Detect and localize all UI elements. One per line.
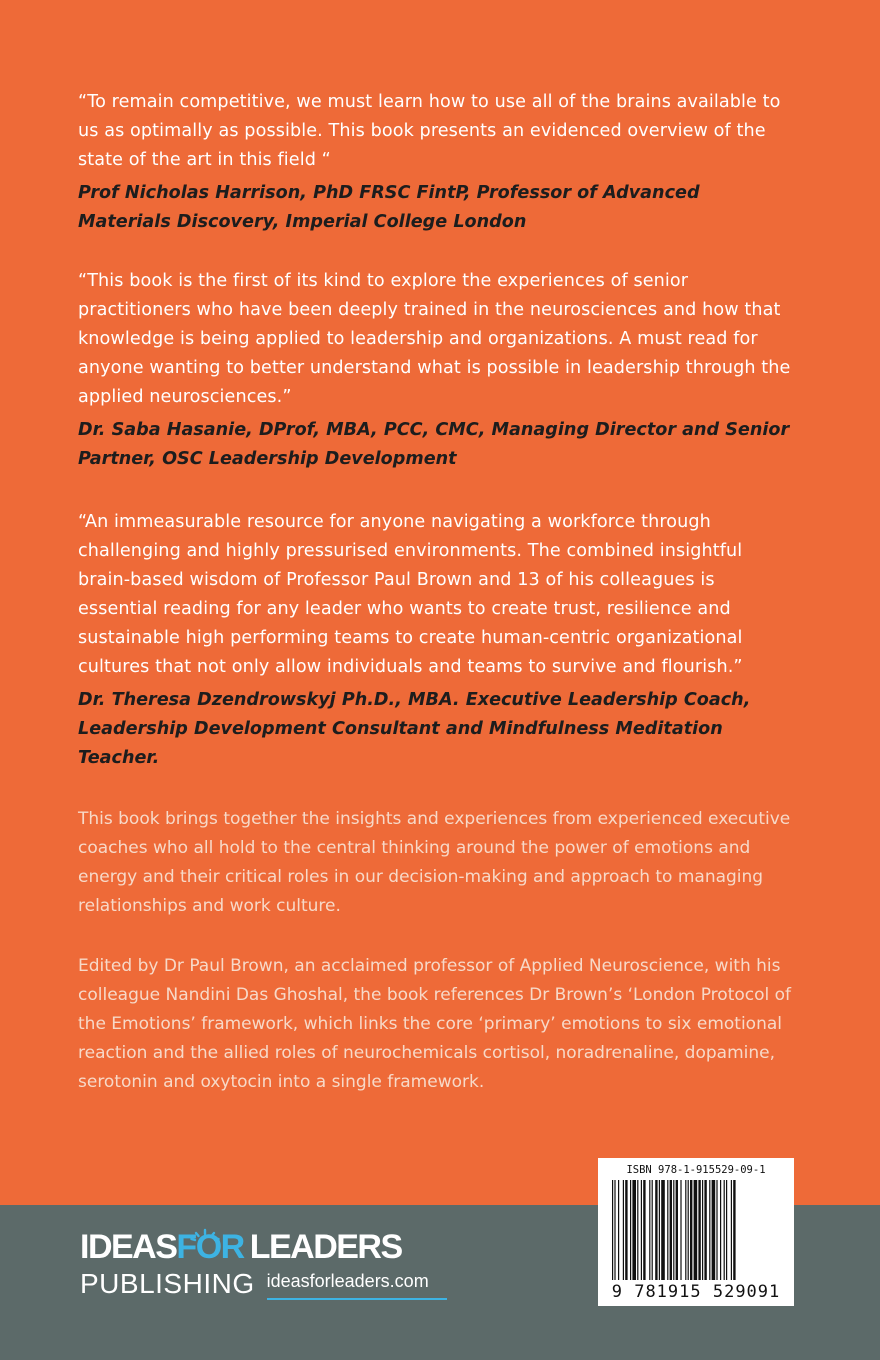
- barcode-bar: [704, 1180, 706, 1280]
- barcode-bar: [680, 1180, 681, 1280]
- testimonial: [78, 267, 798, 474]
- publisher-logo: [80, 1230, 447, 1300]
- barcode-bars: [612, 1180, 780, 1280]
- barcode-number: 9 781915 529091: [611, 1282, 781, 1302]
- barcode-bar: [720, 1180, 721, 1280]
- testimonial: [78, 508, 798, 773]
- logo-publishing: PUBLISHING: [80, 1268, 255, 1299]
- barcode-bar: [667, 1180, 668, 1280]
- testimonial-attribution: Dr. Saba Hasanie, DProf, MBA, PCC, CMC, Managing Director and Senior Partner, OSC Leadership Development: [78, 420, 790, 469]
- barcode-bar: [612, 1180, 613, 1280]
- barcode-bar: [702, 1180, 703, 1280]
- barcode-bar: [698, 1180, 700, 1280]
- isbn-label: ISBN 978-1-915529-09-1: [626, 1164, 766, 1176]
- barcode-bar: [614, 1180, 615, 1280]
- barcode-bar: [685, 1180, 686, 1280]
- barcode-bar: [670, 1180, 672, 1280]
- barcode-bar: [652, 1180, 653, 1280]
- barcode-bar: [733, 1180, 735, 1280]
- barcode-bar: [637, 1180, 638, 1280]
- testimonial-quote: “An immeasurable resource for anyone navigating a workforce through challenging and highly pressurised environments. The combined insightful brain-based wisdom of Professor Paul Brown and 13 of his colleagues is essential reading for any leader who wants to create trust, resilience and sustainable high performing teams to create human-centric organizational cultures that not only allow individuals and teams to survive and flourish.”: [78, 512, 743, 677]
- barcode-bar: [690, 1180, 692, 1280]
- barcode-bar: [641, 1180, 642, 1280]
- barcode-bar: [688, 1180, 689, 1280]
- book-description: This book brings together the insights and experiences from experienced executive coaches who all hold to the central thinking around the power of emotions and energy and their critical roles in our decision-making and approach to managing relationships and work culture.: [78, 809, 791, 916]
- logo-word-for: FOR: [176, 1228, 244, 1266]
- barcode-bar: [659, 1180, 660, 1280]
- website-underline: [267, 1298, 447, 1300]
- testimonial-attribution: Prof Nicholas Harrison, PhD FRSC FintP, Professor of Advanced Materials Discovery, Imperial College London: [78, 183, 700, 232]
- barcode-bar: [676, 1180, 678, 1280]
- barcode-bar: [716, 1180, 717, 1280]
- testimonial-quote: “This book is the first of its kind to explore the experiences of senior practitioners who have been deeply trained in the neurosciences and how that knowledge is being applied to leadership and organizations. A must read for anyone wanting to better understand what is possible in leadership through the applied neurosciences.”: [78, 271, 791, 407]
- logo-word-ideas: IDEAS: [80, 1228, 177, 1266]
- barcode-bar: [630, 1180, 631, 1280]
- barcode-bar: [694, 1180, 698, 1280]
- testimonial-quote: “To remain competitive, we must learn how to use all of the brains available to us as optimally as possible. This book presents an evidenced overview of the state of the art in this field “: [78, 92, 781, 170]
- barcode-bar: [661, 1180, 665, 1280]
- barcode-bar: [731, 1180, 732, 1280]
- barcode-bar: [643, 1180, 645, 1280]
- barcode-bar: [632, 1180, 636, 1280]
- logo-word-leaders: LEADERS: [249, 1228, 402, 1266]
- testimonial-attribution: Dr. Theresa Dzendrowskyj Ph.D., MBA. Executive Leadership Coach, Leadership Development Consultant and Mindfulness Meditation Teacher.: [78, 690, 751, 768]
- barcode-bar: [709, 1180, 710, 1280]
- barcode-bar: [726, 1180, 727, 1280]
- barcode-bar: [623, 1180, 624, 1280]
- barcode-bar: [618, 1180, 619, 1280]
- isbn-barcode: [598, 1158, 794, 1306]
- publisher-website-link[interactable]: ideasforleaders.com: [266, 1271, 429, 1291]
- barcode-bar: [655, 1180, 657, 1280]
- back-cover-text: [78, 88, 798, 1128]
- book-description: Edited by Dr Paul Brown, an acclaimed professor of Applied Neuroscience, with his colleague Nandini Das Ghoshal, the book references Dr Brown’s ‘London Protocol of the Emotions’ framework, which links the core ‘primary’ emotions to six emotional reaction and the allied roles of neurochemicals cortisol, noradrenaline, dopamine, serotonin and oxytocin into a single framework.: [78, 956, 792, 1092]
- barcode-bar: [724, 1180, 725, 1280]
- barcode-bar: [712, 1180, 716, 1280]
- barcode-bar: [673, 1180, 674, 1280]
- barcode-bar: [649, 1180, 650, 1280]
- testimonial: [78, 88, 798, 237]
- barcode-bar: [625, 1180, 627, 1280]
